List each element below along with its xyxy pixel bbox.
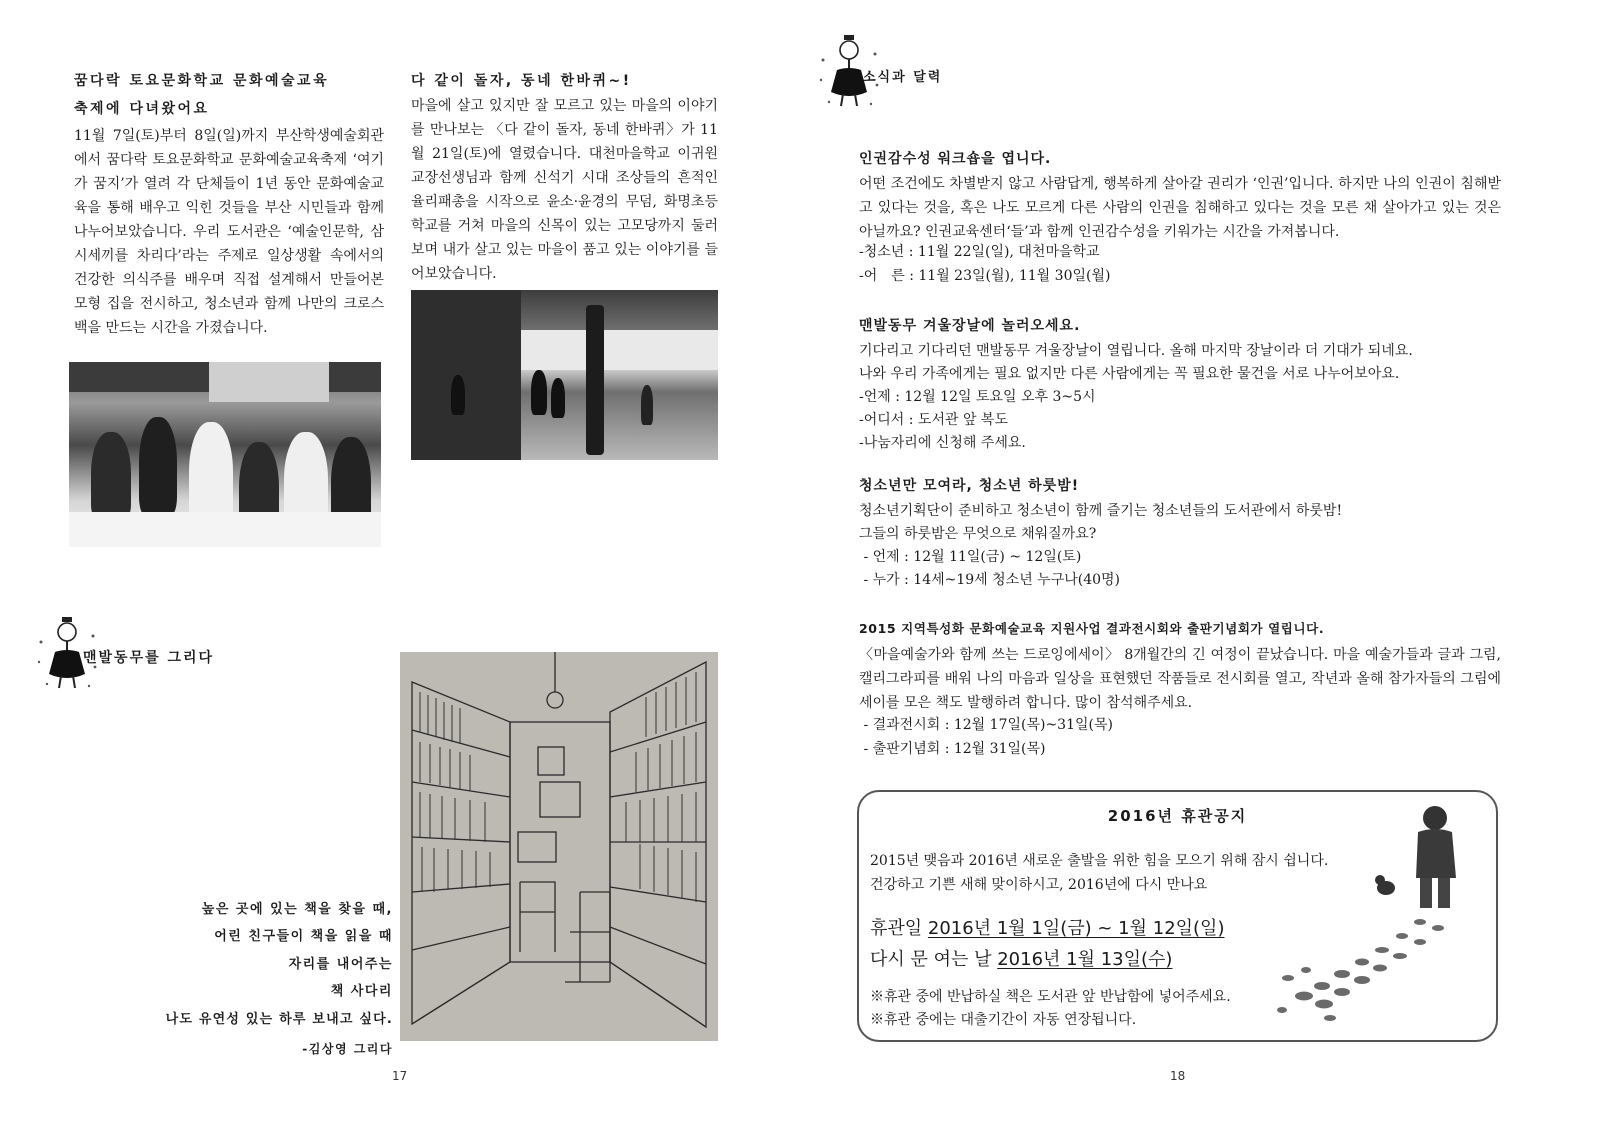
village-walk-photo: [411, 290, 718, 460]
item2-line4: -어디서 : 도서관 앞 복도: [859, 412, 1008, 428]
item1-line2: -어 른 : 11월 23일(월), 11월 30일(월): [859, 268, 1111, 284]
reopen-label: 다시 문 여는 날: [870, 949, 992, 970]
item3-line4: - 누가 : 14세~19세 청소년 누구나(40명): [859, 572, 1121, 588]
page-number-right: 18: [1170, 1069, 1186, 1083]
item1-line1: -청소년 : 11월 22일(일), 대천마을학교: [859, 244, 1100, 260]
item2-line5: -나눔자리에 신청해 주세요.: [859, 435, 1026, 451]
notice-line1: 2015년 맺음과 2016년 새로운 출발을 위한 힘을 모으기 위해 잠시 쉽니다.: [870, 853, 1329, 869]
news-section-title: 소식과 달력: [863, 70, 943, 85]
caption-line-3: 자리를 내어주는: [288, 957, 393, 972]
notice-line2: 건강하고 기쁜 새해 맞이하시고, 2016년에 다시 만나요: [870, 877, 1208, 893]
caption-line-2: 어린 친구들이 책을 읽을 때: [214, 929, 393, 944]
item4-line2: - 출판기념회 : 12월 31일(목): [859, 741, 1046, 757]
bookshelf-drawing: [400, 652, 718, 1041]
item2-title: 맨발동무 겨울장날에 놀러오세요.: [859, 318, 1081, 334]
item3-line1: 청소년기획단이 준비하고 청소년이 함께 즐기는 청소년들의 도서관에서 하룻밤!: [859, 503, 1343, 519]
festival-photo: [69, 362, 381, 547]
notice-note1: ※휴관 중에 반납하실 책은 도서관 앞 반납함에 넣어주세요.: [870, 989, 1231, 1005]
item3-title: 청소년만 모여라, 청소년 하룻밤!: [859, 478, 1080, 494]
item4-body: 〈마을예술가와 함께 쓰는 드로잉에세이〉 8개월간의 긴 여정이 끝났습니다. 마을 예술가들과 글과 그림, 캘리그라피를 배워 나의 마음과 일상을 표현했던 작품들로 전시회를 열고, 작년과 올해 참가자들의 그림에세이를 모은 책도 발행하려 합니다. 많이 참석해주세요.: [859, 647, 1501, 711]
item1-title: 인권감수성 워크숍을 엽니다.: [859, 151, 1052, 167]
notice-note2: ※휴관 중에는 대출기간이 자동 연장됩니다.: [870, 1012, 1137, 1028]
closed-days-value: 2016년 1월 1일(금) ~ 1월 12일(일): [927, 918, 1225, 939]
caption-line-1: 높은 곳에 있는 책을 찾을 때,: [201, 902, 393, 917]
closed-days-row: [870, 914, 1224, 940]
item1-body: 어떤 조건에도 차별받지 않고 사람답게, 행복하게 살아갈 권리가 ‘인권’입니다. 하지만 나의 인권이 침해받고 있다는 것을, 혹은 나도 모르게 다른 사람의 인권을 침해하고 있다는 것을 모른 채 살아가고 있는 것은 아닐까요? 인권교육센터‘들’과 함께 인권감수성을 키워가는 시간을 가져봅니다.: [859, 176, 1501, 240]
page-number-left: 17: [392, 1069, 408, 1083]
reopen-row: [870, 945, 1172, 971]
article1-title-line2: 축제에 다녀왔어요: [74, 101, 210, 117]
item4-title: 2015 지역특성화 문화예술교육 지원사업 결과전시회와 출판기념회가 열립니다.: [859, 621, 1325, 636]
walking-person-icon: [1270, 800, 1490, 1035]
drawing-section-title: 맨발동무를 그리다: [83, 650, 215, 666]
item3-line2: 그들의 하룻밤은 무엇으로 채워질까요?: [859, 526, 1097, 542]
item2-line3: -언제 : 12월 12일 토요일 오후 3~5시: [859, 389, 1096, 405]
caption-line-4: 책 사다리: [330, 984, 393, 999]
closed-days-label: 휴관일: [870, 918, 923, 939]
item2-line1: 기다리고 기다리던 맨발동무 겨울장날이 열립니다. 올해 마지막 장날이라 더 기대가 되네요.: [859, 343, 1413, 359]
bookshelf-sketch: [400, 652, 718, 1041]
notice-title: 2016년 휴관공지: [1107, 807, 1248, 825]
item3-line3: - 언제 : 12월 11일(금) ~ 12일(토): [859, 549, 1082, 565]
item2-line2: 나와 우리 가족에게는 필요 없지만 다른 사람에게는 꼭 필요한 물건을 서로 나누어보아요.: [859, 366, 1400, 382]
item4-line1: - 결과전시회 : 12월 17일(목)~31일(목): [859, 717, 1113, 733]
article2-title: 다 같이 돌자, 동네 한바퀴~!: [411, 73, 632, 89]
reopen-value: 2016년 1월 13일(수): [997, 949, 1173, 970]
drawing-credit: -김상영 그리다: [302, 1042, 393, 1056]
article2-body: 마을에 살고 있지만 잘 모르고 있는 마을의 이야기를 만나보는 〈다 같이 돌자, 동네 한바퀴〉가 11월 21일(토)에 열렸습니다. 대천마을학교 이귀원 교장선생님과 함께 신석기 시대 조상들의 흔적인 율리패총을 시작으로 윤소·윤경의 무덤, 화명초등학교를 거쳐 마을의 신목이 있는 고모당까지 둘러보며 내가 살고 있는 마을이 품고 있는 이야기를 들어보았습니다.: [411, 98, 718, 282]
article1-body: 11월 7일(토)부터 8일(일)까지 부산학생예술회관에서 꿈다락 토요문화학교 문화예술교육축제 ‘여기가 꿈지’가 열려 각 단체들이 1년 동안 문화예술교육을 통해 배우고 익힌 것들을 부산 시민들과 함께 나누어보았습니다. 우리 도서관은 ‘예술인문학, 삼시세끼를 차리다’라는 주제로 일상생활 속에서의 건강한 의식주를 배우며 직접 설계해서 만들어본 모형 집을 전시하고, 청소년과 함께 나만의 크로스백을 만드는 시간을 가졌습니다.: [74, 128, 384, 336]
article1-title-line1: 꿈다락 토요문화학교 문화예술교육: [74, 73, 330, 89]
walking-figure-illustration: [1270, 800, 1490, 1035]
caption-line-5: 나도 유연성 있는 하루 보내고 싶다.: [165, 1012, 393, 1027]
